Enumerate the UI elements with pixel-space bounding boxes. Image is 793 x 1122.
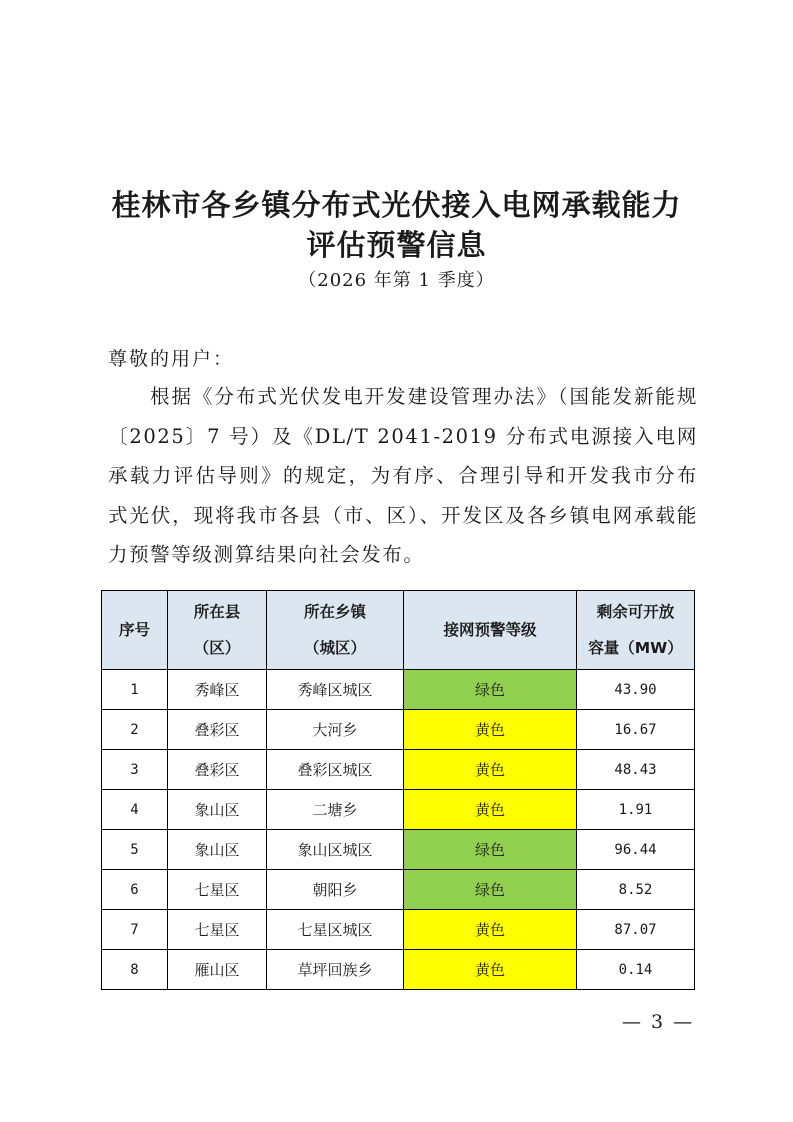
cell-town: 大河乡 bbox=[267, 710, 404, 750]
page-number: — 3 — bbox=[622, 1011, 695, 1033]
cell-capacity: 48.43 bbox=[577, 750, 695, 790]
cell-seq: 2 bbox=[102, 710, 168, 750]
cell-county: 象山区 bbox=[168, 830, 267, 870]
table-row bbox=[102, 910, 695, 950]
cell-warning-level: 黄色 bbox=[404, 950, 577, 990]
cell-county: 叠彩区 bbox=[168, 710, 267, 750]
cell-warning-level: 黄色 bbox=[404, 750, 577, 790]
cell-county: 七星区 bbox=[168, 870, 267, 910]
document-title-line2: 评估预警信息 bbox=[306, 228, 487, 262]
cell-seq: 7 bbox=[102, 910, 168, 950]
cell-seq: 1 bbox=[102, 670, 168, 710]
cell-town: 二塘乡 bbox=[267, 790, 404, 830]
table-row bbox=[102, 830, 695, 870]
table-row bbox=[102, 670, 695, 710]
table-row bbox=[102, 710, 695, 750]
cell-town: 七星区城区 bbox=[267, 910, 404, 950]
cell-capacity: 87.07 bbox=[577, 910, 695, 950]
table-row bbox=[102, 870, 695, 910]
body-paragraph: 根据《分布式光伏发电开发建设管理办法》（国能发新能规〔2025〕7 号）及《DL/T 2041-2019 分布式电源接入电网承载力评估导则》的规定，为有序、合理引导和开发我市分布式光伏，现将我市各县（市、区）、开发区及各乡镇电网承载能力预警等级测算结果向社会发布。 bbox=[108, 385, 698, 566]
header-town: 所在乡镇 （城区） bbox=[267, 591, 404, 670]
cell-capacity: 0.14 bbox=[577, 950, 695, 990]
cell-warning-level: 黄色 bbox=[404, 910, 577, 950]
greeting: 尊敬的用户： bbox=[108, 348, 235, 370]
table-row bbox=[102, 950, 695, 990]
document-subtitle: （2026 年第 1 季度） bbox=[298, 270, 495, 291]
cell-county: 七星区 bbox=[168, 910, 267, 950]
cell-warning-level: 绿色 bbox=[404, 870, 577, 910]
header-remaining-capacity: 剩余可开放 容量（MW） bbox=[577, 591, 695, 670]
cell-warning-level: 绿色 bbox=[404, 830, 577, 870]
cell-county: 象山区 bbox=[168, 790, 267, 830]
cell-capacity: 16.67 bbox=[577, 710, 695, 750]
table-row bbox=[102, 790, 695, 830]
cell-capacity: 8.52 bbox=[577, 870, 695, 910]
cell-seq: 8 bbox=[102, 950, 168, 990]
cell-capacity: 1.91 bbox=[577, 790, 695, 830]
cell-capacity: 96.44 bbox=[577, 830, 695, 870]
cell-seq: 4 bbox=[102, 790, 168, 830]
header-county: 所在县 （区） bbox=[168, 591, 267, 670]
cell-warning-level: 黄色 bbox=[404, 790, 577, 830]
cell-capacity: 43.90 bbox=[577, 670, 695, 710]
table-row bbox=[102, 750, 695, 790]
cell-seq: 3 bbox=[102, 750, 168, 790]
cell-warning-level: 黄色 bbox=[404, 710, 577, 750]
table-header-row bbox=[102, 591, 695, 670]
cell-town: 朝阳乡 bbox=[267, 870, 404, 910]
cell-town: 叠彩区城区 bbox=[267, 750, 404, 790]
header-warning-level: 接网预警等级 bbox=[404, 591, 577, 670]
header-seq: 序号 bbox=[102, 591, 168, 670]
cell-county: 秀峰区 bbox=[168, 670, 267, 710]
cell-seq: 6 bbox=[102, 870, 168, 910]
cell-county: 雁山区 bbox=[168, 950, 267, 990]
warning-table bbox=[101, 590, 695, 990]
cell-town: 秀峰区城区 bbox=[267, 670, 404, 710]
cell-county: 叠彩区 bbox=[168, 750, 267, 790]
cell-town: 草坪回族乡 bbox=[267, 950, 404, 990]
cell-town: 象山区城区 bbox=[267, 830, 404, 870]
document-title-line1: 桂林市各乡镇分布式光伏接入电网承载能力 bbox=[111, 188, 682, 222]
cell-seq: 5 bbox=[102, 830, 168, 870]
cell-warning-level: 绿色 bbox=[404, 670, 577, 710]
